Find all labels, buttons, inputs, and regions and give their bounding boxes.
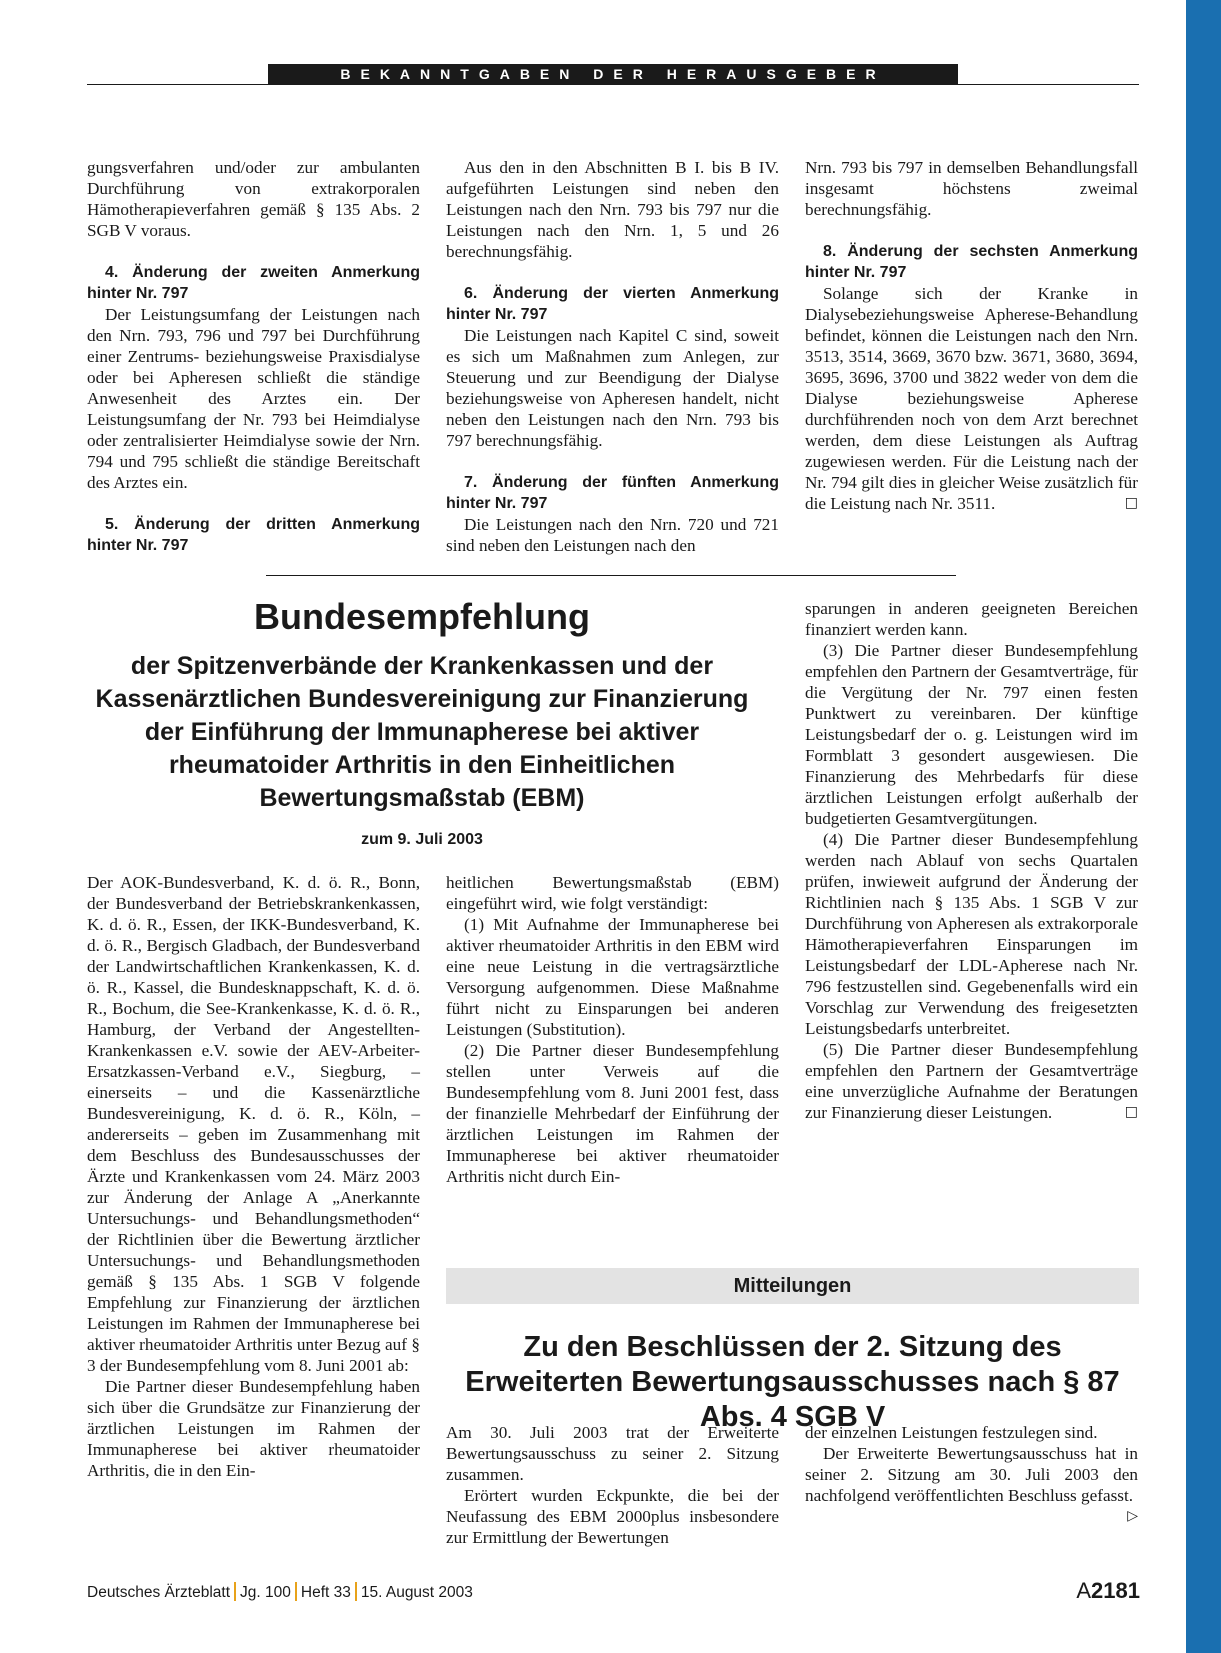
section-heading-5: 5. Änderung der dritten Anmerkung hinter Nr. 797 bbox=[87, 516, 420, 554]
journal-issue: Heft 33 bbox=[300, 1584, 351, 1601]
footer-separator bbox=[355, 1582, 357, 1601]
article2-title: Zu den Beschlüssen der 2. Sitzung des Erweiterten Bewertungsausschusses nach § 87 Abs. 4 SGB V bbox=[465, 1331, 1120, 1433]
paragraph: Der Erweiterte Bewertungsausschuss hat in seiner 2. Sitzung am 30. Juli 2003 den nachfolgend veröffentlichten Beschluss gefasst. ▷ bbox=[805, 1443, 1138, 1506]
top-column-2 bbox=[446, 157, 779, 556]
paragraph: sparungen in anderen geeigneten Bereichen finanziert werden kann. bbox=[805, 599, 1138, 639]
paragraph: Der AOK-Bundesverband, K. d. ö. R., Bonn, der Bundesverband der Betriebskrankenkassen, K. d. ö. R., Essen, der IKK-Bundesverband, K. d. ö. R., Bergisch Gladbach, der Bundesverband der Landwirtschaftlichen Krankenkassen, K. d. ö. R., Kassel, die Bundesknappschaft, K. d. ö. R., Bochum, die See-Krankenkasse, K. d. ö. R., Hamburg, der Verband der Angestellten-Krankenkassen e.V. sowie der AEV-Arbeiter-Ersatzkassen-Verband e.V., Siegburg, – einerseits – und die Kassenärztliche Bundesvereinigung, K. d. ö. R., Köln, – andererseits – geben im Zusammenhang mit dem Beschluss des Bundesausschusses der Ärzte und Krankenkassen vom 24. März 2003 zur Änderung der Anlage A „Anerkannte Untersuchungs- und Behandlungsmethoden“ der Richtlinien über die Bewertung ärztlicher Untersuchungs- und Behandlungsmethoden gemäß § 135 Abs. 1 SGB V folgende Empfehlung zur Finanzierung der ärztlichen Leistungen im Rahmen der Immunapherese bei aktiver rheumatoider Arthritis unter Bezug auf § 3 der Bundesempfehlung vom 8. Juni 2001 ab: bbox=[87, 873, 420, 1375]
journal-date: 15. August 2003 bbox=[360, 1584, 473, 1601]
paragraph: (3) Die Partner dieser Bundesempfehlung empfehlen den Partnern der Gesamtverträge, für die Vergütung der Nr. 797 einen festen Punktwert zu vereinbaren. Der künftige Leistungsbedarf der o. g. Leistungen wird im Formblatt 3 gesondert ausgewiesen. Die Finanzierung des Mehrbedarfs für diese ärztlichen Leistungen erfolgt außerhalb der budgetierten Gesamtvergütungen. bbox=[805, 641, 1138, 828]
paragraph: Solange sich der Kranke in Dialysebeziehungsweise Apherese-Behandlung befindet, können die Leistungen nach den Nrn. 3513, 3514, 3669, 3670 bzw. 3671, 3680, 3694, 3695, 3696, 3700 und 3822 weder von dem die Dialyse beziehungsweise Apherese durchführenden noch von dem Arzt berechnet werden, dem diese Leistungen als Auftrag zugewiesen werden. Für die Leistung nach der Nr. 794 gilt dies in gleicher Weise zusätzlich für die Leistung nach Nr. 3511. □ bbox=[805, 284, 1138, 513]
paragraph: Am 30. Juli 2003 trat der Erweiterte Bewertungsausschuss zu seiner 2. Sitzung zusammen. bbox=[446, 1423, 779, 1484]
paragraph: (5) Die Partner dieser Bundesempfehlung empfehlen den Partnern der Gesamtverträge eine unverzügliche Aufnahme der Beratungen zur Finanzierung dieser Leistungen. □ bbox=[805, 1040, 1138, 1122]
article1-column-2 bbox=[446, 872, 779, 1187]
end-mark-icon: □ bbox=[1124, 495, 1138, 511]
header-rule bbox=[87, 84, 1139, 85]
section-divider bbox=[266, 575, 956, 576]
article-title: Bundesempfehlung bbox=[253, 596, 590, 637]
footer-separator bbox=[234, 1582, 236, 1601]
paragraph: Die Partner dieser Bundesempfehlung haben sich über die Grundsätze zur Finanzierung der ärztlichen Leistungen im Rahmen der Immunapherese bei aktiver rheumatoider Arthritis, die in den Ein- bbox=[87, 1377, 420, 1480]
paragraph: der einzelnen Leistungen festzulegen sind. bbox=[805, 1423, 1098, 1442]
mitteilungen-band: Mitteilungen bbox=[446, 1268, 1139, 1304]
footer-separator bbox=[295, 1582, 297, 1601]
paragraph: (1) Mit Aufnahme der Immunapherese bei aktiver rheumatoider Arthritis in den EBM wird eine neue Leistung in die vertragsärztliche Versorgung aufgenommen. Diese Maßnahme führt nicht zu Einsparungen bei anderen Leistungen (Substitution). bbox=[446, 915, 779, 1039]
paragraph: (4) Die Partner dieser Bundesempfehlung werden nach Ablauf von sechs Quartalen prüfen, inwieweit aufgrund der Änderung der Richtlinien nach § 135 Abs. 1 SGB V zur Durchführung von Apheresen als extrakorporale Hämotherapieverfahren Einsparungen im Leistungsbedarf der LDL-Apherese nach Nr. 796 festzustellen sind. Gegebenenfalls wird ein Vorschlag zur Verwendung des freigesetzten Leistungsbedarfs unterbreitet. bbox=[805, 830, 1138, 1038]
paragraph: (2) Die Partner dieser Bundesempfehlung stellen unter Verweis auf die Bundesempfehlung vom 8. Juni 2001 fest, dass der finanzielle Mehrbedarf der Einführung der ärztlichen Leistungen im Rahmen der Immunapherese bei aktiver rheumatoider Arthritis nicht durch Ein- bbox=[446, 1041, 779, 1186]
section-header: BEKANNTGABEN DER HERAUSGEBER bbox=[268, 64, 958, 85]
article1-column-1 bbox=[87, 872, 420, 1481]
section-heading-6: 6. Änderung der vierten Anmerkung hinter Nr. 797 bbox=[446, 285, 779, 323]
paragraph: heitlichen Bewertungsmaßstab (EBM) eingeführt wird, wie folgt verständigt: bbox=[446, 873, 779, 913]
paragraph: Die Leistungen nach Kapitel C sind, soweit es sich um Maßnahmen zum Anlegen, zur Steuerung und zur Beendigung der Dialyse beziehungsweise von Apheresen handelt, nicht neben den Leistungen nach den Nrn. 793 bis 797 berechnungsfähig. bbox=[446, 326, 779, 450]
footer-citation bbox=[87, 1582, 473, 1603]
section-heading-8: 8. Änderung der sechsten Anmerkung hinter Nr. 797 bbox=[805, 243, 1138, 281]
article-date: zum 9. Juli 2003 bbox=[361, 831, 483, 848]
paragraph: Der Leistungsumfang der Leistungen nach den Nrn. 793, 796 und 797 bei Durchführung einer Zentrums- beziehungsweise Praxisdialyse oder bei Apheresen schließt die ständige Anwesenheit des Arztes ein. Der Leistungsumfang der Nr. 793 bei Heimdialyse oder zentralisierter Heimdialyse sowie der Nrn. 794 und 795 schließt die ständige Bereitschaft des Arztes ein. bbox=[87, 305, 420, 492]
continue-arrow-icon: ▷ bbox=[1127, 1508, 1138, 1524]
paragraph: Nrn. 793 bis 797 in demselben Behandlungsfall insgesamt höchstens zweimal berechnungsfähig. bbox=[805, 158, 1138, 219]
end-mark-icon: □ bbox=[1124, 1104, 1138, 1120]
paragraph: gungsverfahren und/oder zur ambulanten Durchführung von extrakorporalen Hämotherapieverfahren gemäß § 135 Abs. 2 SGB V voraus. bbox=[87, 158, 420, 240]
paragraph: Aus den in den Abschnitten B I. bis B IV. aufgeführten Leistungen sind neben den Leistungen nach den Nrn. 793 bis 797 nur die Leistungen nach den Nrn. 1, 5 und 26 berechnungsfähig. bbox=[446, 158, 779, 261]
paragraph: Die Leistungen nach den Nrn. 720 und 721 sind neben den Leistungen nach den bbox=[446, 515, 779, 555]
article-subtitle: der Spitzenverbände der Krankenkassen und der Kassenärztlichen Bundesvereinigung zur Finanzierung der Einführung der Immunapherese bei aktiver rheumatoider Arthritis in den Einheitlichen Bewertungsmaßstab (EBM) bbox=[95, 652, 749, 812]
section-heading-4: 4. Änderung der zweiten Anmerkung hinter Nr. 797 bbox=[87, 264, 420, 302]
article2-column-2 bbox=[446, 1422, 779, 1548]
paragraph: Erörtert wurden Eckpunkte, die bei der Neufassung des EBM 2000plus insbesondere zur Ermittlung der Bewertungen bbox=[446, 1486, 779, 1547]
article2-column-3 bbox=[805, 1422, 1138, 1527]
article1-column-3 bbox=[805, 598, 1138, 1123]
journal-name: Deutsches Ärzteblatt bbox=[87, 1584, 231, 1601]
section-heading-7: 7. Änderung der fünften Anmerkung hinter Nr. 797 bbox=[446, 474, 779, 512]
journal-volume: Jg. 100 bbox=[240, 1584, 291, 1601]
top-column-1 bbox=[87, 157, 420, 556]
top-column-3 bbox=[805, 157, 1138, 514]
page-number: A2181 bbox=[1076, 1578, 1140, 1603]
side-color-bar bbox=[1186, 0, 1221, 1653]
